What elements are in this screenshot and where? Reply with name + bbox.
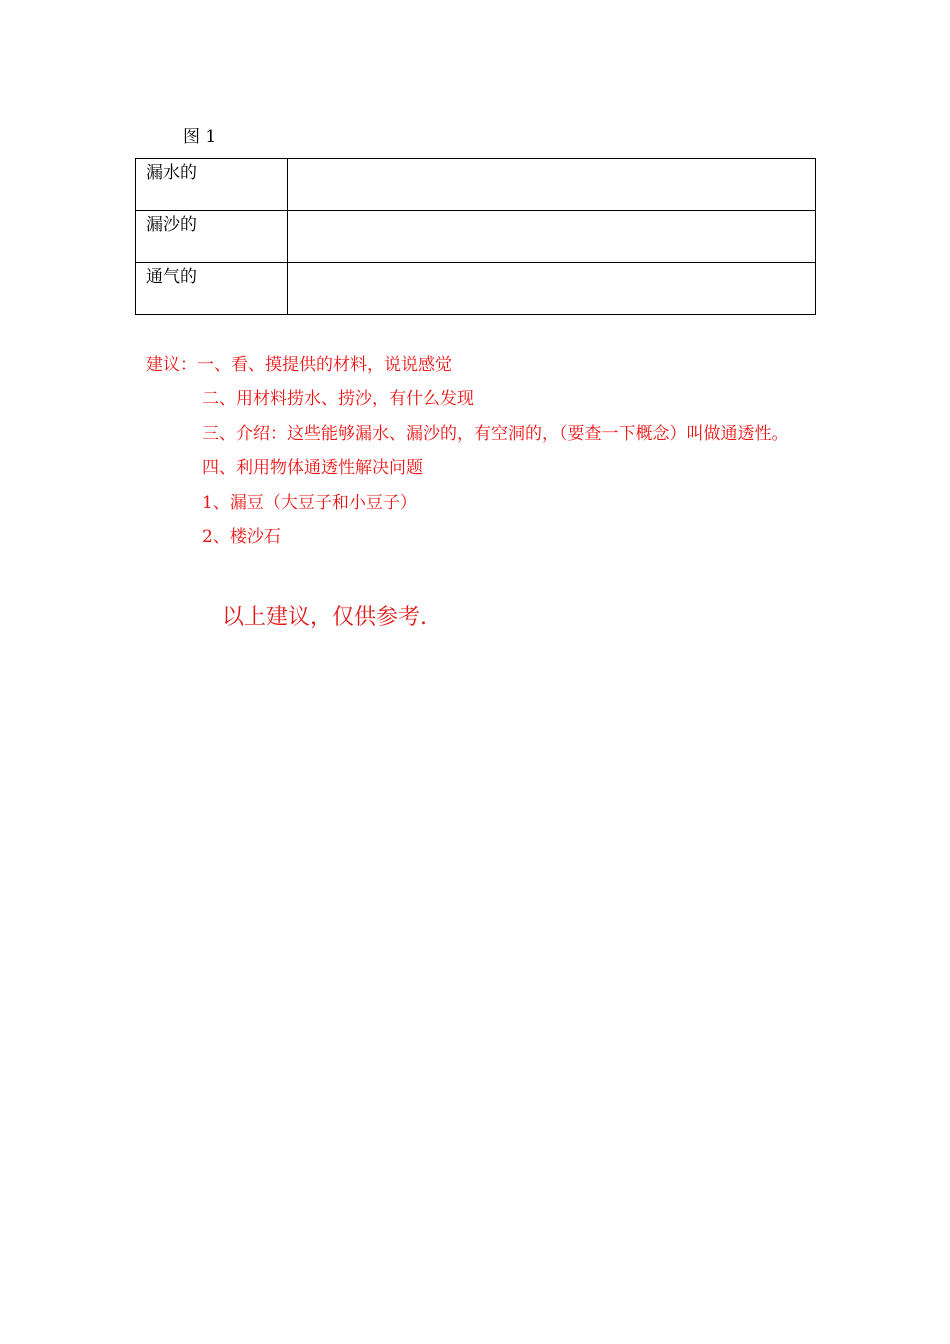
suggestion-line-2: 二、用材料捞水、捞沙，有什么发现: [202, 389, 474, 409]
table-row: [136, 211, 816, 263]
suggestion-line-1: 建议：一、看、摸提供的材料，说说感觉: [146, 355, 452, 375]
closing-note: 以上建议，仅供参考.: [222, 605, 427, 630]
suggestion-line-5: 1、漏豆（大豆子和小豆子）: [202, 493, 417, 513]
table-row: [136, 159, 816, 211]
row-value-cell: [288, 263, 816, 315]
row-label-cell: [136, 211, 288, 263]
suggestion-line-3: 三、介绍：这些能够漏水、漏沙的，有空洞的，（要查一下概念）叫做通透性。: [202, 424, 789, 444]
row-label: 通气的: [146, 267, 197, 287]
materials-table: [135, 158, 816, 315]
figure-caption: 图 1: [183, 127, 217, 147]
row-value-cell: [288, 211, 816, 263]
row-label: 漏沙的: [146, 215, 197, 235]
row-label-cell: [136, 159, 288, 211]
table-row: [136, 263, 816, 315]
row-value-cell: [288, 159, 816, 211]
suggestion-line-4: 四、利用物体通透性解决问题: [202, 458, 423, 478]
row-label: 漏水的: [146, 163, 197, 183]
row-label-cell: [136, 263, 288, 315]
suggestion-line-6: 2、楼沙石: [202, 527, 281, 547]
